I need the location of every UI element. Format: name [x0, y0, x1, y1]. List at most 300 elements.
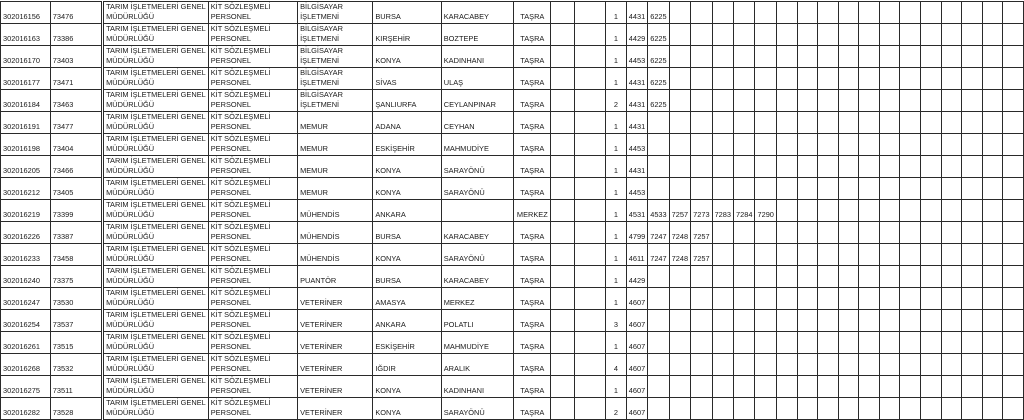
cell-nitelik-kodu [755, 288, 776, 310]
cell-nitelik-kodu [797, 90, 818, 112]
cell-nitelik-kodu [755, 68, 776, 90]
cell-ilce: KADINHANI [441, 376, 514, 398]
cell-nitelik-kodu [900, 46, 921, 68]
cell-nitelik-kodu: 7257 [669, 200, 690, 222]
cell-unvan [298, 288, 373, 310]
cell-nitelik-kodu [712, 68, 733, 90]
cell-empty [574, 156, 605, 178]
cell-nitelik-kodu [648, 266, 669, 288]
cell-kod: 73537 [50, 310, 102, 332]
cell-nitelik-kodu [859, 398, 880, 420]
cell-nitelik-kodu [818, 310, 839, 332]
cell-kod: 73511 [50, 376, 102, 398]
cell-kurum-line: MÜDÜRLÜĞÜ [106, 254, 155, 263]
cell-nitelik-kodu: 7248 [669, 244, 690, 266]
cell-il: KONYA [373, 244, 441, 266]
cell-nitelik-kodu [982, 178, 1003, 200]
cell-nitelik-kodu [755, 376, 776, 398]
cell-nitelik-kodu [648, 178, 669, 200]
cell-nitelik-kodu [962, 244, 983, 266]
cell-teskilat: TAŞRA [514, 310, 551, 332]
cell-nitelik-kodu [797, 310, 818, 332]
cell-nitelik-kodu [776, 288, 797, 310]
cell-kadro-turu [208, 354, 297, 376]
cell-nitelik-kodu [776, 68, 797, 90]
cell-nitelik-kodu [838, 244, 859, 266]
cell-nitelik-kodu: 7290 [755, 200, 776, 222]
cell-nitelik-kodu [818, 266, 839, 288]
cell-unvan-line: BİLGİSAYAR [300, 46, 343, 55]
cell-unvan-line: VETERİNER [300, 408, 343, 417]
cell-nitelik-kodu [879, 156, 900, 178]
cell-nitelik-kodu [669, 46, 690, 68]
cell-nitelik-kodu [941, 332, 962, 354]
cell-nitelik-kodu [838, 112, 859, 134]
table-row [1, 134, 1024, 156]
cell-nitelik-kodu [797, 178, 818, 200]
cell-unvan [298, 134, 373, 156]
cell-nitelik-kodu [669, 2, 690, 24]
cell-kurum [103, 288, 209, 310]
cell-nitelik-kodu [818, 156, 839, 178]
cell-empty [551, 200, 575, 222]
cell-nitelik-kodu [734, 266, 755, 288]
cell-nitelik-kodu: 4607 [626, 310, 647, 332]
cell-nitelik-kodu [712, 222, 733, 244]
cell-nitelik-kodu [691, 376, 712, 398]
cell-nitelik-kodu [734, 310, 755, 332]
cell-nitelik-kodu [962, 376, 983, 398]
cell-kadro-turu-line: PERSONEL [210, 298, 252, 307]
cell-nitelik-kodu [900, 288, 921, 310]
cell-nitelik-kodu: 7257 [691, 244, 712, 266]
cell-nitelik-kodu [838, 200, 859, 222]
cell-nitelik-kodu [734, 134, 755, 156]
cell-kurum [103, 354, 209, 376]
cell-kurum [103, 2, 209, 24]
cell-nitelik-kodu [1003, 24, 1024, 46]
table-row [1, 68, 1024, 90]
cell-nitelik-kodu [859, 90, 880, 112]
cell-nitelik-kodu [838, 156, 859, 178]
cell-kadro-turu-line: KİT SÖZLEŞMELİ [210, 24, 271, 33]
cell-unvan [298, 332, 373, 354]
cell-ilce [441, 200, 514, 222]
cell-nitelik-kodu: 4431 [626, 112, 647, 134]
cell-nitelik-kodu [982, 266, 1003, 288]
cell-kurum [103, 156, 209, 178]
cell-nitelik-kodu [818, 46, 839, 68]
cell-nitelik-kodu [797, 46, 818, 68]
cell-unvan [298, 112, 373, 134]
cell-kurum-line: TARIM İŞLETMELERİ GENEL [106, 178, 206, 187]
table-row [1, 354, 1024, 376]
cell-nitelik-kodu: 4431 [626, 156, 647, 178]
cell-kadro-turu [208, 2, 297, 24]
cell-unvan [298, 2, 373, 24]
cell-nitelik-kodu [734, 68, 755, 90]
cell-nitelik-kodu [776, 222, 797, 244]
cell-kurum [103, 244, 209, 266]
cell-adet: 1 [606, 266, 627, 288]
cell-nitelik-kodu [920, 112, 941, 134]
cell-il: ADANA [373, 112, 441, 134]
cell-nitelik-kodu [755, 46, 776, 68]
cell-teskilat: TAŞRA [514, 288, 551, 310]
cell-sira-no: 302016282 [1, 398, 51, 420]
cell-nitelik-kodu [900, 354, 921, 376]
cell-nitelik-kodu [982, 244, 1003, 266]
cell-nitelik-kodu [797, 134, 818, 156]
cell-empty [551, 354, 575, 376]
cell-nitelik-kodu [838, 332, 859, 354]
cell-nitelik-kodu [712, 398, 733, 420]
cell-empty [551, 222, 575, 244]
cell-nitelik-kodu [818, 376, 839, 398]
cell-nitelik-kodu [838, 398, 859, 420]
cell-unvan [298, 266, 373, 288]
cell-nitelik-kodu [962, 112, 983, 134]
cell-nitelik-kodu: 4431 [626, 68, 647, 90]
cell-nitelik-kodu [818, 24, 839, 46]
cell-nitelik-kodu: 4429 [626, 24, 647, 46]
cell-nitelik-kodu [669, 134, 690, 156]
cell-il: BURSA [373, 222, 441, 244]
cell-nitelik-kodu [982, 156, 1003, 178]
cell-teskilat: TAŞRA [514, 222, 551, 244]
cell-nitelik-kodu [920, 398, 941, 420]
cell-kurum [103, 222, 209, 244]
cell-nitelik-kodu [1003, 112, 1024, 134]
cell-empty [551, 46, 575, 68]
cell-nitelik-kodu [712, 288, 733, 310]
cell-nitelik-kodu [838, 68, 859, 90]
cell-nitelik-kodu [691, 354, 712, 376]
cell-nitelik-kodu [734, 46, 755, 68]
cell-kadro-turu-line: KİT SÖZLEŞMELİ [210, 156, 271, 165]
cell-teskilat: TAŞRA [514, 68, 551, 90]
table-row [1, 376, 1024, 398]
cell-unvan-line [300, 398, 370, 408]
cell-kurum-line: MÜDÜRLÜĞÜ [106, 144, 155, 153]
cell-nitelik-kodu [712, 244, 733, 266]
cell-empty [574, 266, 605, 288]
cell-nitelik-kodu [879, 2, 900, 24]
cell-adet: 1 [606, 2, 627, 24]
cell-nitelik-kodu [982, 68, 1003, 90]
cell-teskilat: TAŞRA [514, 266, 551, 288]
cell-kadro-turu [208, 156, 297, 178]
cell-kadro-turu-line: PERSONEL [210, 364, 252, 373]
cell-kadro-turu-line: KİT SÖZLEŞMELİ [210, 310, 271, 319]
cell-il: KONYA [373, 376, 441, 398]
cell-nitelik-kodu [691, 2, 712, 24]
table-body [1, 2, 1024, 420]
cell-nitelik-kodu [941, 46, 962, 68]
cell-nitelik-kodu [941, 156, 962, 178]
cell-sira-no: 302016212 [1, 178, 51, 200]
cell-adet: 1 [606, 24, 627, 46]
cell-kadro-turu [208, 398, 297, 420]
cell-unvan-line [300, 354, 370, 364]
cell-sira-no: 302016177 [1, 68, 51, 90]
cell-teskilat: TAŞRA [514, 178, 551, 200]
cell-adet: 1 [606, 332, 627, 354]
cell-nitelik-kodu: 7248 [669, 222, 690, 244]
cell-nitelik-kodu [962, 24, 983, 46]
cell-unvan [298, 222, 373, 244]
cell-unvan-line: VETERİNER [300, 364, 343, 373]
cell-teskilat: TAŞRA [514, 398, 551, 420]
cell-empty [574, 134, 605, 156]
cell-nitelik-kodu [755, 134, 776, 156]
cell-nitelik-kodu [691, 68, 712, 90]
cell-nitelik-kodu [900, 200, 921, 222]
cell-unvan-line [300, 244, 370, 254]
cell-unvan-line: İŞLETMENİ [300, 78, 340, 87]
cell-nitelik-kodu [962, 266, 983, 288]
cell-nitelik-kodu [962, 222, 983, 244]
cell-nitelik-kodu [900, 2, 921, 24]
cell-kadro-turu [208, 288, 297, 310]
cell-kod: 73477 [50, 112, 102, 134]
cell-kod: 73471 [50, 68, 102, 90]
cell-nitelik-kodu [941, 90, 962, 112]
cell-nitelik-kodu [648, 134, 669, 156]
cell-nitelik-kodu [920, 332, 941, 354]
cell-il: ANKARA [373, 200, 441, 222]
cell-il: BURSA [373, 2, 441, 24]
cell-nitelik-kodu [962, 178, 983, 200]
cell-nitelik-kodu [776, 200, 797, 222]
cell-nitelik-kodu [1003, 46, 1024, 68]
cell-adet: 1 [606, 222, 627, 244]
cell-kurum-line: MÜDÜRLÜĞÜ [106, 122, 155, 131]
cell-kurum-line: TARIM İŞLETMELERİ GENEL [106, 112, 206, 121]
cell-empty [551, 288, 575, 310]
cell-empty [551, 112, 575, 134]
cell-kod: 73476 [50, 2, 102, 24]
cell-nitelik-kodu: 4607 [626, 332, 647, 354]
cell-nitelik-kodu: 7257 [691, 222, 712, 244]
cell-kurum-line: TARIM İŞLETMELERİ GENEL [106, 68, 206, 77]
cell-nitelik-kodu [879, 90, 900, 112]
cell-nitelik-kodu [879, 200, 900, 222]
cell-il: KONYA [373, 178, 441, 200]
cell-kurum-line: TARIM İŞLETMELERİ GENEL [106, 244, 206, 253]
cell-unvan-line: VETERİNER [300, 320, 343, 329]
cell-nitelik-kodu [859, 288, 880, 310]
cell-nitelik-kodu [712, 376, 733, 398]
cell-unvan-line: BİLGİSAYAR [300, 68, 343, 77]
cell-nitelik-kodu [776, 332, 797, 354]
cell-nitelik-kodu [859, 200, 880, 222]
cell-kadro-turu [208, 112, 297, 134]
cell-nitelik-kodu [691, 332, 712, 354]
cell-kurum [103, 376, 209, 398]
cell-nitelik-kodu [838, 376, 859, 398]
cell-empty [574, 46, 605, 68]
cell-ilce: SARAYÖNÜ [441, 156, 514, 178]
cell-kurum [103, 24, 209, 46]
cell-nitelik-kodu [797, 2, 818, 24]
cell-nitelik-kodu [962, 288, 983, 310]
cell-nitelik-kodu [1003, 68, 1024, 90]
cell-nitelik-kodu [712, 332, 733, 354]
cell-nitelik-kodu [900, 68, 921, 90]
cell-ilce: CEYHAN [441, 112, 514, 134]
cell-nitelik-kodu: 4453 [626, 178, 647, 200]
cell-nitelik-kodu [776, 178, 797, 200]
cell-nitelik-kodu [941, 310, 962, 332]
cell-nitelik-kodu [920, 24, 941, 46]
cell-nitelik-kodu [734, 244, 755, 266]
cell-nitelik-kodu [982, 354, 1003, 376]
cell-unvan [298, 376, 373, 398]
cell-kurum-line: TARIM İŞLETMELERİ GENEL [106, 310, 206, 319]
cell-nitelik-kodu [1003, 288, 1024, 310]
cell-kadro-turu [208, 90, 297, 112]
cell-nitelik-kodu [920, 244, 941, 266]
table-row [1, 200, 1024, 222]
cell-nitelik-kodu [879, 266, 900, 288]
cell-nitelik-kodu [838, 354, 859, 376]
cell-kadro-turu-line: PERSONEL [210, 342, 252, 351]
cell-nitelik-kodu [776, 112, 797, 134]
cell-nitelik-kodu [797, 266, 818, 288]
cell-empty [551, 376, 575, 398]
cell-nitelik-kodu [900, 24, 921, 46]
cell-nitelik-kodu [900, 222, 921, 244]
cell-nitelik-kodu [900, 332, 921, 354]
cell-kurum [103, 398, 209, 420]
cell-unvan [298, 156, 373, 178]
cell-nitelik-kodu [1003, 244, 1024, 266]
cell-nitelik-kodu [920, 90, 941, 112]
cell-kadro-turu-line: PERSONEL [210, 320, 252, 329]
cell-sira-no: 302016184 [1, 90, 51, 112]
cell-kadro-turu-line: PERSONEL [210, 254, 252, 263]
cell-unvan [298, 310, 373, 332]
cell-nitelik-kodu [755, 156, 776, 178]
cell-kadro-turu [208, 68, 297, 90]
cell-kurum-line: TARIM İŞLETMELERİ GENEL [106, 200, 206, 209]
table-row [1, 332, 1024, 354]
cell-nitelik-kodu [691, 266, 712, 288]
cell-il: SİVAS [373, 68, 441, 90]
cell-teskilat: TAŞRA [514, 134, 551, 156]
cell-nitelik-kodu [879, 310, 900, 332]
cell-unvan-line [300, 376, 370, 386]
cell-kurum-line: MÜDÜRLÜĞÜ [106, 210, 155, 219]
cell-nitelik-kodu [755, 244, 776, 266]
table-row [1, 46, 1024, 68]
cell-nitelik-kodu [818, 354, 839, 376]
cell-ilce: CEYLANPINAR [441, 90, 514, 112]
cell-nitelik-kodu [1003, 156, 1024, 178]
cell-nitelik-kodu: 4431 [626, 2, 647, 24]
cell-nitelik-kodu [962, 90, 983, 112]
cell-nitelik-kodu [648, 376, 669, 398]
cell-nitelik-kodu: 7283 [712, 200, 733, 222]
cell-sira-no: 302016205 [1, 156, 51, 178]
cell-ilce: MAHMUDİYE [441, 134, 514, 156]
cell-nitelik-kodu [920, 156, 941, 178]
cell-kadro-turu-line: KİT SÖZLEŞMELİ [210, 266, 271, 275]
cell-unvan-line: MÜHENDİS [300, 254, 340, 263]
cell-nitelik-kodu [920, 376, 941, 398]
cell-nitelik-kodu [1003, 2, 1024, 24]
cell-nitelik-kodu [734, 354, 755, 376]
cell-unvan-line [300, 112, 370, 122]
cell-nitelik-kodu [838, 90, 859, 112]
cell-unvan-line: MEMUR [300, 166, 329, 175]
cell-kod: 73403 [50, 46, 102, 68]
cell-nitelik-kodu [859, 24, 880, 46]
cell-nitelik-kodu [879, 112, 900, 134]
cell-nitelik-kodu [920, 2, 941, 24]
cell-nitelik-kodu [1003, 376, 1024, 398]
cell-kod: 73405 [50, 178, 102, 200]
cell-unvan-line: VETERİNER [300, 386, 343, 395]
cell-empty [551, 332, 575, 354]
cell-kurum [103, 310, 209, 332]
cell-nitelik-kodu [669, 156, 690, 178]
cell-ilce: MAHMUDİYE [441, 332, 514, 354]
cell-nitelik-kodu [962, 134, 983, 156]
cell-nitelik-kodu [859, 134, 880, 156]
cell-unvan-line: MEMUR [300, 144, 329, 153]
cell-nitelik-kodu: 4453 [626, 134, 647, 156]
cell-il: IĞDIR [373, 354, 441, 376]
cell-kod: 73404 [50, 134, 102, 156]
cell-empty [574, 244, 605, 266]
table-row [1, 24, 1024, 46]
cell-nitelik-kodu: 7247 [648, 222, 669, 244]
cell-ilce: KARACABEY [441, 266, 514, 288]
cell-nitelik-kodu [755, 90, 776, 112]
cell-nitelik-kodu [712, 90, 733, 112]
cell-nitelik-kodu [691, 398, 712, 420]
cell-kadro-turu-line: PERSONEL [210, 166, 252, 175]
cell-nitelik-kodu [776, 46, 797, 68]
cell-nitelik-kodu [859, 156, 880, 178]
cell-nitelik-kodu [776, 310, 797, 332]
cell-il: ANKARA [373, 310, 441, 332]
cell-kod: 73532 [50, 354, 102, 376]
cell-nitelik-kodu [879, 376, 900, 398]
cell-il: KONYA [373, 46, 441, 68]
cell-nitelik-kodu [941, 68, 962, 90]
cell-kurum-line: TARIM İŞLETMELERİ GENEL [106, 2, 206, 11]
cell-nitelik-kodu [941, 398, 962, 420]
cell-kurum-line: MÜDÜRLÜĞÜ [106, 408, 155, 417]
cell-nitelik-kodu [900, 156, 921, 178]
cell-nitelik-kodu [797, 156, 818, 178]
table-row [1, 310, 1024, 332]
cell-nitelik-kodu [1003, 90, 1024, 112]
cell-teskilat: TAŞRA [514, 112, 551, 134]
cell-kadro-turu-line: PERSONEL [210, 122, 252, 131]
cell-nitelik-kodu: 4611 [626, 244, 647, 266]
cell-nitelik-kodu [838, 288, 859, 310]
cell-nitelik-kodu [1003, 200, 1024, 222]
cell-nitelik-kodu [859, 46, 880, 68]
cell-ilce: ULAŞ [441, 68, 514, 90]
cell-nitelik-kodu [982, 134, 1003, 156]
cell-il: AMASYA [373, 288, 441, 310]
cell-empty [551, 178, 575, 200]
